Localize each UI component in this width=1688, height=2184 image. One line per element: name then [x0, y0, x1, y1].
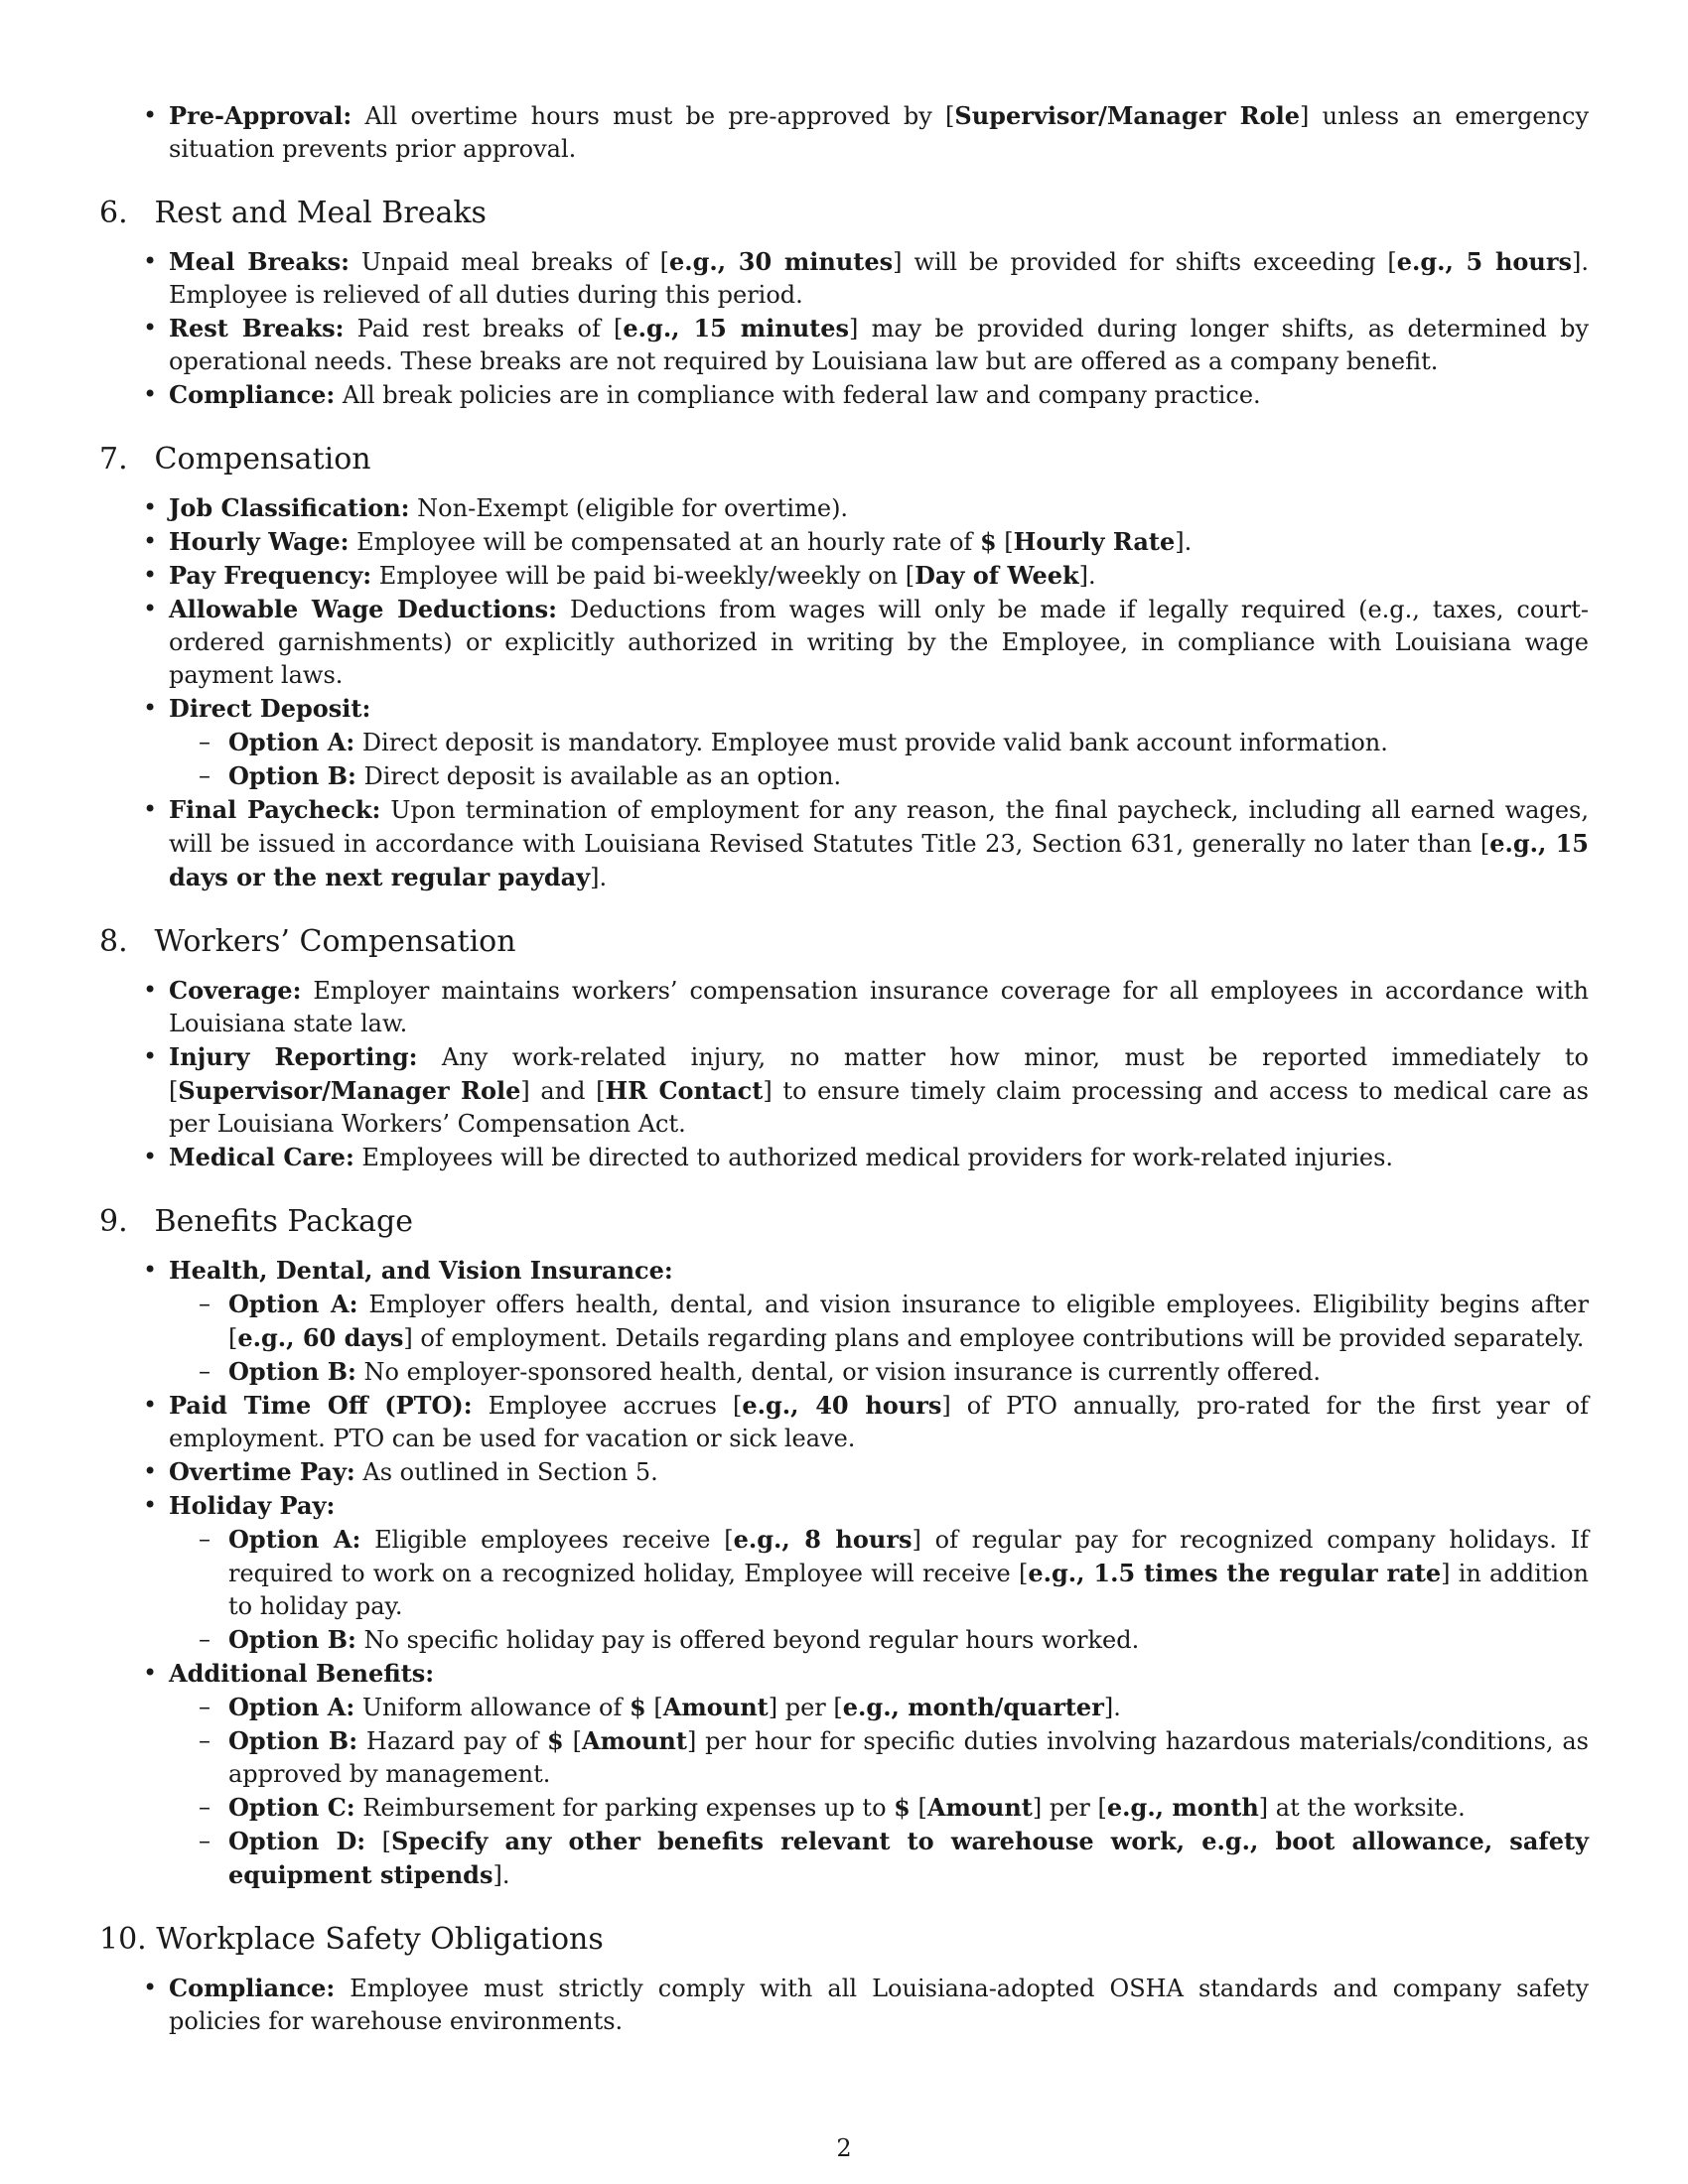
sub-list-item: – Option C: Reimbursement for parking expenses up to $ [Amount] per [e.g., month] at the worksite.	[169, 1791, 1589, 1825]
section-5-continued	[99, 99, 1589, 166]
list-item: • Coverage: Employer maintains workers’ compensation insurance coverage for all employees in accordance with Louisiana state law.	[99, 974, 1589, 1040]
list-item: • Paid Time Off (PTO): Employee accrues [e.g., 40 hours] of PTO annually, pro-rated for the first year of employment. PTO can be used for vacation or sick leave.	[99, 1389, 1589, 1455]
sub-list	[169, 1288, 1589, 1389]
list-item: • Medical Care: Employees will be directed to authorized medical providers for work-related injuries.	[99, 1141, 1589, 1174]
item-label: Pre-Approval:	[169, 101, 352, 130]
section-6-list	[99, 245, 1589, 412]
sub-list-item: – Option B: No employer-sponsored health, dental, or vision insurance is currently offered.	[169, 1355, 1589, 1389]
section-heading: 7. Compensation	[99, 442, 371, 477]
sub-list-item: – Option B: Direct deposit is available as an option.	[169, 759, 1589, 793]
section-9-list	[99, 1254, 1589, 1892]
list-item: • Direct Deposit: – Option A: Direct deposit is mandatory. Employee must provide valid bank account information. – Option B: Direct deposit is available as an option.	[99, 692, 1589, 793]
sub-list-item: – Option A: Uniform allowance of $ [Amount] per [e.g., month/quarter].	[169, 1691, 1589, 1724]
section-heading: 9. Benefits Package	[99, 1204, 413, 1239]
section-7-list	[99, 491, 1589, 894]
list-item: • Pre-Approval: All overtime hours must be pre-approved by [Supervisor/Manager Role] unless an emergency situation prevents prior approval.	[99, 99, 1589, 166]
list-item: • Additional Benefits: – Option A: Uniform allowance of $ [Amount] per [e.g., month/quarter]. – Option B: Hazard pay of $ [Amount] per hour for specific duties involving hazardous materials/conditions, as approved by management. – Option C: Reimbursement for parking expenses up to $ [Amount] per [e.g., month] at the worksite. – Option D: [Specify any other benefits relevant to warehouse work, e.g., boot allowance, safety equipment stipends].	[99, 1657, 1589, 1892]
section-heading: 10. Workplace Safety Obligations	[99, 1922, 604, 1957]
sub-list-item: – Option D: [Specify any other benefits relevant to warehouse work, e.g., boot allowance, safety equipment stipends].	[169, 1825, 1589, 1892]
sub-list	[169, 1691, 1589, 1892]
section-heading: 8. Workers’ Compensation	[99, 924, 516, 959]
list-item: • Rest Breaks: Paid rest breaks of [e.g., 15 minutes] may be provided during longer shifts, as determined by operational needs. These breaks are not required by Louisiana law but are offered as a company benefit.	[99, 312, 1589, 378]
page-number: 2	[836, 2134, 852, 2162]
sub-list-item: – Option A: Eligible employees receive [e.g., 8 hours] of regular pay for recognized company holidays. If required to work on a recognized holiday, Employee will receive [e.g., 1.5 times the regular rate] in addition to holiday pay.	[169, 1523, 1589, 1623]
list-item: • Holiday Pay: – Option A: Eligible employees receive [e.g., 8 hours] of regular pay for recognized company holidays. If required to work on a recognized holiday, Employee will receive [e.g., 1.5 times the regular rate] in addition to holiday pay. – Option B: No specific holiday pay is offered beyond regular hours worked.	[99, 1489, 1589, 1657]
list-item: • Health, Dental, and Vision Insurance: – Option A: Employer offers health, dental, and vision insurance to eligible employees. Eligibility begins after [e.g., 60 days] of employment. Details regarding plans and employee contributions will be provided separately. – Option B: No employer-sponsored health, dental, or vision insurance is currently offered.	[99, 1254, 1589, 1389]
list-item: • Compliance: Employee must strictly comply with all Louisiana-adopted OSHA standards and company safety policies for warehouse environments.	[99, 1972, 1589, 2038]
list-item: • Compliance: All break policies are in compliance with federal law and company practice.	[99, 378, 1589, 412]
list-item: • Allowable Wage Deductions: Deductions from wages will only be made if legally required (e.g., taxes, court-ordered garnishments) or explicitly authorized in writing by the Employee, in compliance with Louisiana wage payment laws.	[99, 593, 1589, 692]
list-item: • Final Paycheck: Upon termination of employment for any reason, the final paycheck, including all earned wages, will be issued in accordance with Louisiana Revised Statutes Title 23, Section 631, generally no later than [e.g., 15 days or the next regular payday].	[99, 793, 1589, 894]
section-8-list	[99, 974, 1589, 1174]
list-item: • Meal Breaks: Unpaid meal breaks of [e.g., 30 minutes] will be provided for shifts exceeding [e.g., 5 hours]. Employee is relieved of all duties during this period.	[99, 245, 1589, 312]
sub-list	[169, 1523, 1589, 1657]
list-item: • Injury Reporting: Any work-related injury, no matter how minor, must be reported immediately to [Supervisor/Manager Role] and [HR Contact] to ensure timely claim processing and access to medical care as per Louisiana Workers’ Compensation Act.	[99, 1040, 1589, 1141]
list-item: • Overtime Pay: As outlined in Section 5.	[99, 1455, 1589, 1489]
sub-list-item: – Option A: Employer offers health, dental, and vision insurance to eligible employees. Eligibility begins after [e.g., 60 days] of employment. Details regarding plans and employee contributions will be provided separately.	[169, 1288, 1589, 1355]
sub-list-item: – Option A: Direct deposit is mandatory. Employee must provide valid bank account information.	[169, 726, 1589, 759]
sub-list-item: – Option B: No specific holiday pay is offered beyond regular hours worked.	[169, 1623, 1589, 1657]
sub-list	[169, 726, 1589, 793]
sub-list-item: – Option B: Hazard pay of $ [Amount] per hour for specific duties involving hazardous materials/conditions, as approved by management.	[169, 1724, 1589, 1791]
section-10-list	[99, 1972, 1589, 2038]
list-item: • Hourly Wage: Employee will be compensated at an hourly rate of $ [Hourly Rate].	[99, 525, 1589, 559]
list-item: • Job Classification: Non-Exempt (eligible for overtime).	[99, 491, 1589, 525]
document-body	[99, 99, 1589, 2038]
section-heading: 6. Rest and Meal Breaks	[99, 196, 487, 230]
list-item: • Pay Frequency: Employee will be paid bi-weekly/weekly on [Day of Week].	[99, 559, 1589, 593]
